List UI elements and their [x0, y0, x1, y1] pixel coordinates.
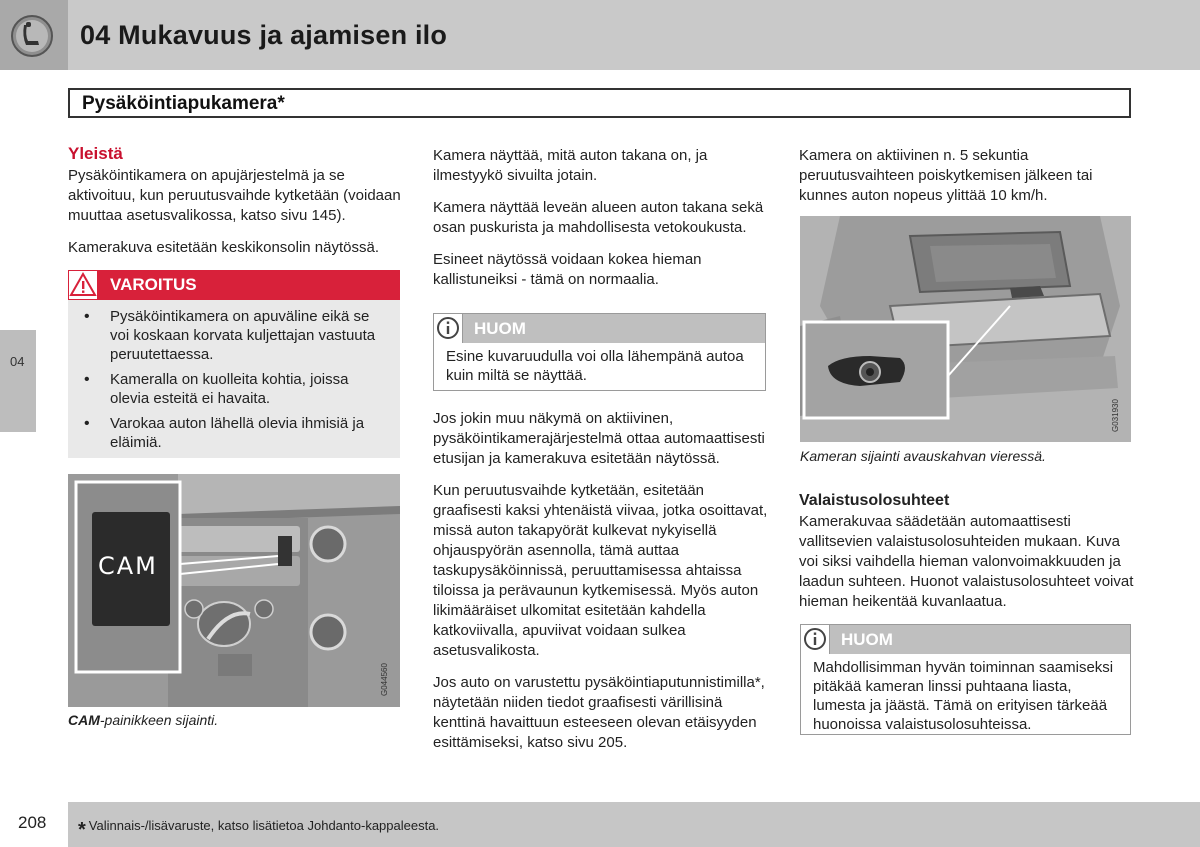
page-number: 208	[18, 813, 47, 832]
column-1	[68, 144, 403, 270]
footnote-text: Valinnais-/lisävaruste, katso lisätietoa Johdanto-kappaleesta.	[88, 818, 440, 833]
figure-id: G031930	[1111, 399, 1120, 432]
warning-header	[68, 270, 400, 300]
column-2	[433, 146, 768, 302]
paragraph: Jos jokin muu näkymä on aktiivinen, pysäköintikamerajärjestelmä ottaa automaattisesti etusijan ja kamerakuva esitetään näytössä.	[433, 410, 765, 467]
figure-console	[68, 474, 400, 707]
note-box	[433, 313, 766, 391]
paragraph: Kamerakuva esitetään keskikonsolin näytössä.	[68, 239, 380, 256]
car-rear-illustration	[800, 216, 1131, 442]
heading-general: Yleistä	[68, 144, 123, 163]
figure-caption	[68, 712, 218, 728]
paragraph: Kamera näyttää leveän alueen auton takana sekä osan puskurista ja mahdollisesta vetokoukusta.	[433, 199, 764, 236]
heading-lighting: Valaistusolosuhteet	[799, 492, 950, 509]
note-box	[800, 624, 1131, 735]
warning-box	[68, 270, 400, 458]
paragraph: Kamerakuvaa säädetään automaattisesti vallitsevien valaistusolosuhteiden mukaan. Kuva voi siksi vaihdella hieman valonvoimakkuuden ja laadun suhteen. Huonot valaistusolosuhteet voivat hieman heikentää kuvanlaatua.	[799, 513, 1134, 610]
note-text: Mahdollisimman hyvän toiminnan saamiseksi pitäkää kameran linssi puhtaana liasta, lumesta ja jäästä. Tämä on erityisen tärkeää huonoissa valaistusolosuhteissa.	[813, 659, 1114, 733]
figure-car-rear	[800, 216, 1131, 442]
cam-button-label: CAM	[98, 552, 158, 580]
warning-item: • Pysäköintikamera on apuväline eikä se voi koskaan korvata kuljettajan vastuuta peruutettaessa.	[68, 307, 400, 364]
section-title: Pysäköintiapukamera*	[82, 93, 285, 114]
footnote-star: *	[78, 819, 86, 841]
console-illustration	[68, 474, 400, 707]
paragraph: Kamera näyttää, mitä auton takana on, ja ilmestyykö sivuilta jotain.	[433, 147, 708, 184]
paragraph: Jos auto on varustettu pysäköintiaputunnistimilla*, näytetään niiden tiedot graafisesti värillisinä kenttinä havaittuun esteeseen olevan etäisyyden esittämiseksi, katso sivu 205.	[433, 674, 765, 751]
column-3-lower	[799, 491, 1134, 624]
info-icon	[801, 625, 829, 653]
side-tab-label: 04	[10, 354, 25, 369]
warning-label: VAROITUS	[110, 275, 197, 294]
note-text: Esine kuvaruudulla voi olla lähempänä autoa kuin miltä se näyttää.	[446, 348, 744, 384]
caption-rest: -painikkeen sijainti.	[99, 712, 219, 728]
warning-item: • Varokaa auton lähellä olevia ihmisiä ja eläimiä.	[68, 414, 400, 452]
figure-id: G044560	[380, 663, 389, 696]
section-title-box	[68, 88, 1131, 118]
caption-bold: CAM	[68, 712, 100, 728]
paragraph: Kun peruutusvaihde kytketään, esitetään graafisesti kaksi yhtenäistä viivaa, jotka osoittavat, missä auton takapyörät kulkevat nykyisellä ohjauspyörän asennolla, tämä auttaa taskupysäköinnissä, peruuttamisessa ahtaissa tiloissa ja perävaunun kytkemisessä. Myös auton likimääräiset ulkomitat esitetään kahdella katkoviivalla, apuviivat voidaan sulkea asetusvalikosta.	[433, 482, 768, 659]
column-3	[799, 146, 1134, 218]
note-header	[801, 625, 1130, 654]
warning-item: • Kameralla on kuolleita kohtia, joissa olevia esteitä ei havaita.	[68, 370, 400, 408]
chapter-icon-box	[0, 0, 68, 70]
paragraph: Esineet näytössä voidaan kokea hieman kallistuneiksi - tämä on normaalia.	[433, 251, 702, 288]
note-label: HUOM	[474, 319, 526, 338]
note-label: HUOM	[841, 630, 893, 649]
note-header	[434, 314, 765, 343]
chapter-title: 04 Mukavuus ja ajamisen ilo	[80, 20, 448, 50]
warning-list	[68, 307, 400, 458]
warning-icon-cell	[68, 270, 98, 300]
note-icon-cell	[801, 625, 830, 654]
column-2-lower	[433, 409, 768, 765]
figure-caption: Kameran sijainti avauskahvan vieressä.	[800, 448, 1046, 464]
warning-triangle-icon	[69, 271, 97, 299]
paragraph: Pysäköintikamera on apujärjestelmä ja se aktivoituu, kun peruutusvaihde kytketään (voidaan muuttaa asetusvalikossa, katso sivu 145).	[68, 167, 401, 224]
chapter-side-tab	[0, 330, 36, 432]
note-icon-cell	[434, 314, 463, 343]
paragraph: Kamera on aktiivinen n. 5 sekuntia peruutusvaihteen poiskytkemisen jälkeen tai kunnes auton nopeus ylittää 10 km/h.	[799, 147, 1093, 204]
info-icon	[434, 314, 462, 342]
seat-icon	[10, 14, 54, 58]
footer-note	[78, 818, 439, 842]
